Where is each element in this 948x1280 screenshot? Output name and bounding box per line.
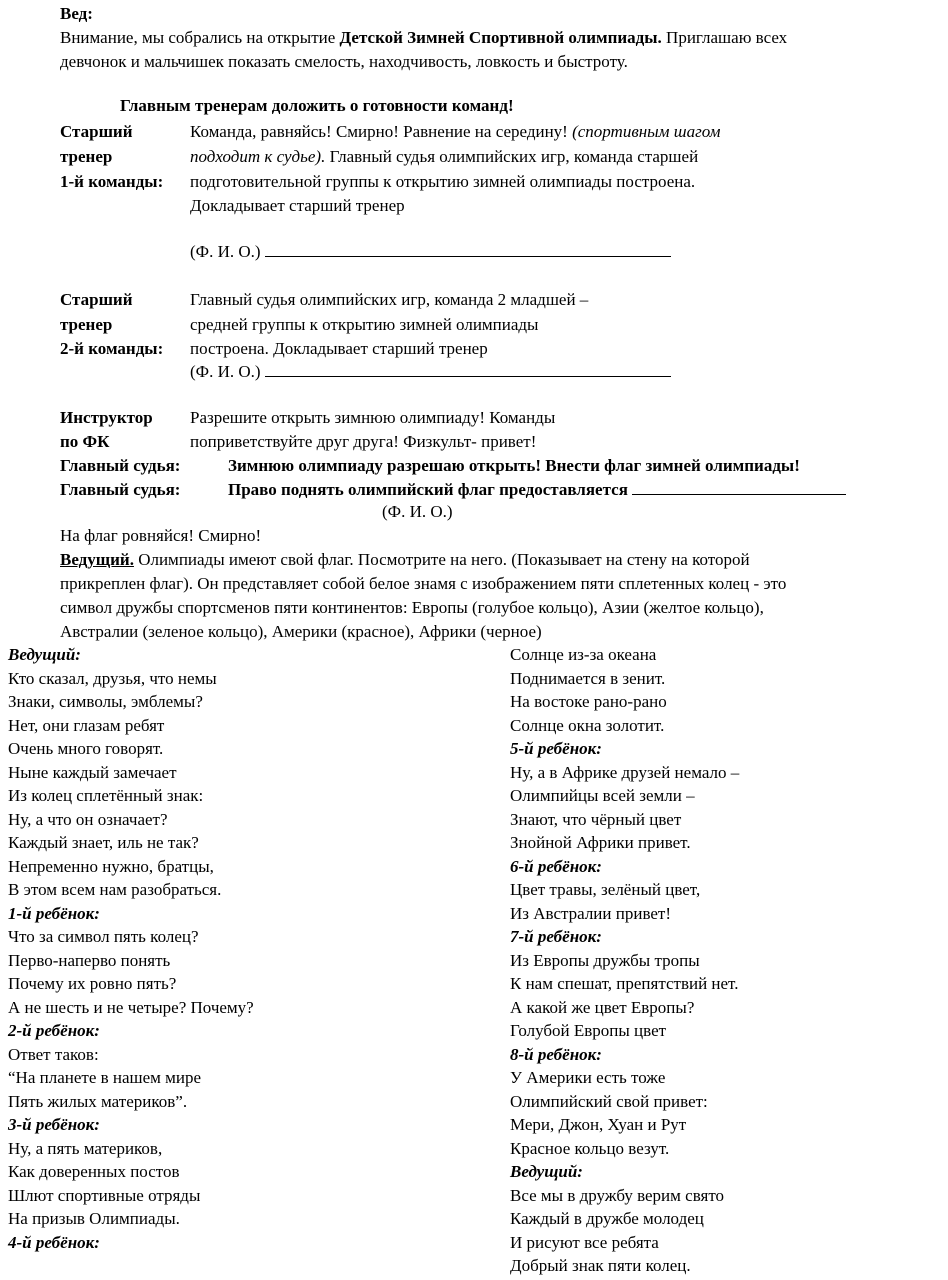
poem-line: У Америки есть тоже — [510, 1068, 666, 1087]
poem-line: Ну, а пять материков, — [8, 1138, 163, 1158]
poem-line: Каждый в дружбе молодец — [510, 1209, 704, 1228]
speaker-label: Ведущий: — [8, 645, 81, 664]
judge2-text-line — [228, 478, 846, 502]
poem-line: А какой же цвет Европы? — [510, 997, 695, 1017]
poem-line: Что за символ пять колец? — [8, 927, 199, 946]
coach1-line-1 — [190, 120, 720, 144]
host-line-2: прикреплен флаг). Он представляет собой белое знамя с изображением пяти сплетенных колец - это — [60, 574, 787, 593]
poem-line: Все мы в дружбу верим свято — [510, 1185, 725, 1205]
coach2-label-1: Старший — [60, 290, 133, 309]
host-line-4: Австралии (зеленое кольцо), Америки (красное), Африки (черное) — [60, 622, 542, 641]
poem-line: Почему их ровно пять? — [8, 974, 177, 993]
speaker-label: 3-й ребёнок: — [8, 1115, 100, 1134]
instructor-line-1: Разрешите открыть зимнюю олимпиаду! Команды — [190, 408, 556, 427]
host-line-3: символ дружбы спортсменов пяти континентов: Европы (голубое кольцо), Азии (желтое кольцо), — [60, 598, 764, 617]
poem-line: Олимпийский свой привет: — [510, 1091, 708, 1111]
coach1-line-2 — [190, 145, 698, 169]
coach1-line1-italic: (спортивным шагом — [572, 122, 721, 141]
poem-line: Мери, Джон, Хуан и Рут — [510, 1115, 687, 1134]
poem-line: Ныне каждый замечает — [8, 762, 177, 782]
speaker-label: 4-й ребёнок: — [8, 1232, 100, 1252]
poem-line: Как доверенных постов — [8, 1162, 180, 1181]
host-label: Ведущий. — [60, 550, 134, 569]
poem-line: К нам спешат, препятствий нет. — [510, 974, 739, 993]
poem-line: Поднимается в зенит. — [510, 668, 666, 688]
poem-line: Олимпийцы всей земли – — [510, 786, 695, 805]
poem-line: Ну, а что он означает? — [8, 809, 168, 829]
poem-line: И рисуют все ребята — [510, 1232, 659, 1252]
poem-line: Пять жилых материков”. — [8, 1091, 188, 1111]
poem-line: На призыв Олимпиады. — [8, 1209, 180, 1228]
host-line1-text: Олимпиады имеют свой флаг. Посмотрите на него. (Показывает на стену на которой — [133, 550, 750, 569]
poem-line: Знойной Африки привет. — [510, 833, 691, 852]
poem-line: Кто сказал, друзья, что немы — [8, 668, 217, 688]
coaches-call: Главным тренерам доложить о готовности команд! — [120, 96, 514, 115]
judge2-fio: (Ф. И. О.) — [382, 502, 453, 521]
poem-line: Очень много говорят. — [8, 739, 164, 758]
speaker-label: 2-й ребёнок: — [8, 1021, 100, 1040]
poem-line: Знают, что чёрный цвет — [510, 809, 682, 829]
intro-text-after: Приглашаю всех — [661, 28, 788, 47]
poem-line: Из колец сплетённый знак: — [8, 786, 204, 805]
instructor-label-2: по ФК — [60, 432, 110, 451]
poem-line: Красное кольцо везут. — [510, 1138, 670, 1158]
intro-line-2: девчонок и мальчишек показать смелость, находчивость, ловкость и быстроту. — [60, 52, 628, 71]
coach1-label-2: тренер — [60, 147, 113, 166]
coach1-fio: (Ф. И. О.) — [190, 242, 261, 261]
judge2-text: Право поднять олимпийский флаг предоставляется — [228, 480, 628, 499]
poem-line: Нет, они глазам ребят — [8, 715, 165, 735]
instructor-line-2: поприветствуйте друг друга! Физкульт- привет! — [190, 432, 537, 451]
speaker-label: 5-й ребёнок: — [510, 739, 602, 758]
coach1-line-3: подготовительной группы к открытию зимней олимпиады построена. — [190, 172, 696, 191]
poem-line: Цвет травы, зелёный цвет, — [510, 880, 701, 899]
speaker-label: Ведущий: — [510, 1162, 583, 1181]
coach2-line-3: построена. Докладывает старший тренер — [190, 339, 488, 358]
coach2-line-2: средней группы к открытию зимней олимпиады — [190, 315, 539, 334]
poem-line: Из Австралии привет! — [510, 903, 672, 923]
coach1-line2-italic: подходит к судье). — [190, 147, 326, 166]
poem-right-column — [510, 643, 739, 1278]
poem-line: Добрый знак пяти колец. — [510, 1256, 691, 1275]
coach2-label-3: 2-й команды: — [60, 339, 164, 358]
speaker-label: 6-й ребёнок: — [510, 856, 602, 876]
coach1-label-3: 1-й команды: — [60, 172, 164, 191]
coach1-line1-normal: Команда, равняйсь! Смирно! Равнение на середину! — [190, 122, 573, 141]
coach1-line-4: Докладывает старший тренер — [190, 196, 405, 215]
judge1-text: Зимнюю олимпиаду разрешаю открыть! Внести флаг зимней олимпиады! — [228, 456, 800, 475]
instructor-label-1: Инструктор — [60, 408, 153, 427]
host-line-1 — [60, 548, 750, 572]
intro-speaker: Вед: — [60, 4, 93, 23]
poem-line: Солнце окна золотит. — [510, 715, 665, 735]
poem-line: Знаки, символы, эмблемы? — [8, 692, 203, 711]
coach1-label-1: Старший — [60, 122, 133, 141]
poem-line: А не шесть и не четыре? Почему? — [8, 997, 254, 1017]
poem-line: Ну, а в Африке друзей немало – — [510, 762, 740, 782]
coach1-line2-normal: Главный судья олимпийских игр, команда старшей — [325, 147, 699, 166]
coach1-fio-line — [190, 240, 671, 264]
coach1-fio-blank — [265, 242, 671, 257]
judge2-fio-blank — [632, 480, 846, 495]
judge2-label: Главный судья: — [60, 480, 181, 499]
poem-line: На востоке рано-рано — [510, 692, 667, 711]
speaker-label: 8-й ребёнок: — [510, 1044, 602, 1064]
coach2-label-2: тренер — [60, 315, 113, 334]
coach2-fio-line — [190, 360, 671, 384]
flag-command: На флаг ровняйся! Смирно! — [60, 526, 262, 545]
poem-left-column — [8, 643, 254, 1254]
poem-line: Шлют спортивные отряды — [8, 1185, 201, 1205]
coach2-line-1: Главный судья олимпийских игр, команда 2 младшей – — [190, 290, 589, 309]
judge1-label: Главный судья: — [60, 456, 181, 475]
poem-line: Перво-наперво понять — [8, 950, 171, 970]
poem-line: В этом всем нам разобраться. — [8, 880, 222, 899]
poem-line: Непременно нужно, братцы, — [8, 856, 214, 876]
speaker-label: 1-й ребёнок: — [8, 903, 100, 923]
speaker-label: 7-й ребёнок: — [510, 927, 602, 946]
coach2-fio-blank — [265, 362, 671, 377]
poem-line: Солнце из-за океана — [510, 645, 657, 664]
poem-line: Каждый знает, иль не так? — [8, 833, 199, 852]
poem-line: Голубой Европы цвет — [510, 1021, 667, 1040]
intro-line-1 — [60, 26, 787, 50]
intro-text-before: Внимание, мы собрались на открытие — [60, 28, 340, 47]
coach2-fio: (Ф. И. О.) — [190, 362, 261, 381]
poem-line: “На планете в нашем мире — [8, 1068, 202, 1087]
intro-text-bold: Детской Зимней Спортивной олимпиады. — [339, 28, 662, 47]
poem-line: Из Европы дружбы тропы — [510, 950, 700, 970]
poem-line: Ответ таков: — [8, 1044, 99, 1064]
